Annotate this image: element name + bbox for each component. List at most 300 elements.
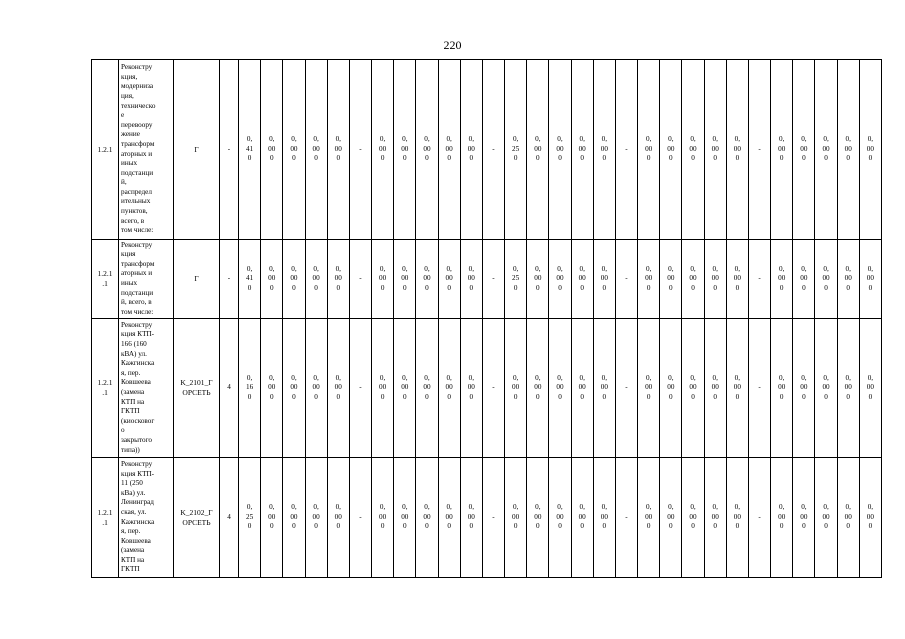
value-cell-line: 00 (379, 383, 387, 392)
value-cell-line: - (625, 274, 628, 283)
value-cell-line: 00 (711, 274, 719, 283)
value-cell (327, 240, 349, 319)
value-cell-line: 00 (423, 512, 431, 521)
value-cell (704, 319, 726, 458)
value-cell (416, 60, 438, 240)
value-cell-line: 0, (535, 373, 541, 382)
value-cell-line: 0 (292, 154, 296, 163)
value-cell-line: 0 (336, 392, 341, 401)
value-cell-line: 0, (579, 135, 585, 144)
value-cell-text (527, 135, 548, 164)
value-cell-line: 0 (336, 283, 341, 292)
value-cell-line: 00 (268, 144, 276, 153)
value-cell-line: 0 (646, 154, 651, 163)
value-cell-line: 0 (602, 522, 607, 531)
value-cell (372, 60, 394, 240)
value-cell-line: 0, (468, 503, 474, 512)
row-code-line: Г (194, 144, 199, 154)
value-cell (239, 60, 261, 240)
value-cell-text (306, 374, 327, 403)
value-cell (372, 319, 394, 458)
value-cell (505, 319, 527, 458)
value-cell (726, 60, 748, 240)
value-cell (748, 240, 770, 319)
value-cell-text (461, 135, 482, 164)
value-cell-line: 00 (778, 144, 786, 153)
value-cell-line: 0, (379, 264, 386, 273)
value-cell (327, 458, 349, 578)
value-cell-line: 0 (646, 522, 651, 531)
value-cell (283, 458, 305, 578)
value-cell-line: 0, (734, 503, 741, 512)
value-cell (638, 458, 660, 578)
value-cell-line: 00 (512, 512, 520, 521)
value-cell (837, 319, 859, 458)
value-cell-text (416, 265, 437, 294)
value-cell-text (793, 135, 814, 164)
value-cell-line: 0 (580, 154, 584, 163)
row-code-line: ОРСЕТЬ (182, 388, 211, 397)
value-cell-line: 0, (379, 135, 386, 144)
value-cell (660, 60, 682, 240)
value-cell-text (838, 503, 859, 532)
value-cell-line: 00 (822, 383, 830, 392)
value-cell (416, 319, 438, 458)
value-cell-line: 0, (845, 373, 851, 382)
value-cell-line: 25 (512, 144, 520, 153)
value-cell-line: 00 (600, 274, 608, 283)
value-cell (460, 240, 482, 319)
value-cell-text (572, 374, 593, 403)
value-cell (482, 240, 504, 319)
value-cell-line: 0 (602, 392, 607, 401)
value-cell-line: 0 (380, 154, 385, 163)
value-cell-line: 00 (645, 512, 653, 521)
value-cell (527, 319, 549, 458)
value-cell (482, 458, 504, 578)
value-cell-line: 0 (247, 283, 252, 292)
value-cell (771, 60, 793, 240)
value-cell-line: 00 (401, 144, 409, 153)
value-cell-text (860, 265, 881, 294)
row-name-line: ительных (121, 197, 151, 206)
value-cell-text (483, 274, 504, 284)
row-name-line: подстанци (121, 168, 154, 177)
value-cell-line: - (359, 274, 362, 283)
value-cell-line: 00 (534, 144, 542, 153)
value-cell-line: - (625, 144, 628, 153)
row-number (92, 240, 119, 319)
value-cell-line: - (492, 144, 495, 153)
value-cell-line: 00 (645, 274, 653, 283)
value-cell-line: 00 (600, 383, 608, 392)
value-cell-text (416, 135, 437, 164)
value-cell-line: 00 (379, 512, 387, 521)
row-name-line: е (121, 111, 125, 120)
value-cell-text (394, 374, 415, 403)
value-cell-line: 41 (245, 274, 254, 283)
page-number: 220 (443, 38, 462, 52)
value-cell (416, 458, 438, 578)
value-cell-line: 00 (866, 144, 874, 153)
value-cell (460, 319, 482, 458)
row-name-text (121, 460, 171, 575)
value-cell-line: 0, (823, 373, 829, 382)
value-cell-line: 0, (779, 503, 785, 512)
value-cell (638, 240, 660, 319)
value-cell-text (328, 374, 349, 403)
row-name-line: том числе: (121, 307, 154, 316)
value-cell-text (350, 145, 371, 155)
value-cell-text (306, 135, 327, 164)
row-code (174, 458, 220, 578)
value-cell (615, 319, 637, 458)
value-cell (505, 60, 527, 240)
value-cell-text (239, 265, 260, 294)
value-cell (505, 458, 527, 578)
value-cell (305, 458, 327, 578)
value-cell-text (660, 135, 681, 164)
value-cell-line: 0 (691, 154, 695, 163)
value-cell (505, 240, 527, 319)
row-name-line: трансформ (121, 139, 155, 148)
row-code-text (174, 145, 219, 155)
value-cell-line: 00 (379, 274, 387, 283)
value-cell-text (749, 383, 770, 393)
value-cell-line: 00 (312, 274, 320, 283)
value-cell-line: 0 (558, 283, 562, 292)
value-cell-line: 0, (313, 264, 319, 273)
value-cell-line: 00 (290, 274, 298, 283)
row-name-line: жение (121, 130, 140, 139)
value-cell-text (439, 265, 460, 294)
value-cell-text (261, 265, 282, 294)
value-cell-line: 0, (645, 373, 652, 382)
value-cell (793, 458, 815, 578)
value-cell-text (416, 503, 437, 532)
value-cell (394, 240, 416, 319)
row-name-line: 166 (160 (121, 340, 147, 349)
value-cell-line: 0, (446, 503, 452, 512)
value-cell (593, 60, 615, 240)
value-cell-text (638, 265, 659, 294)
value-cell-line: 00 (290, 144, 298, 153)
value-cell (372, 458, 394, 578)
value-cell-text (860, 374, 881, 403)
row-name-line: КТП на (121, 555, 145, 564)
value-cell-text (793, 503, 814, 532)
value-cell-line: 0, (512, 503, 519, 512)
value-cell-line: 0 (314, 522, 318, 531)
value-cell-line: 00 (667, 144, 675, 153)
value-cell-line: 0 (580, 392, 584, 401)
value-cell-line: 0, (557, 373, 563, 382)
value-cell-line: 0, (246, 503, 253, 512)
value-cell (394, 319, 416, 458)
value-cell (571, 319, 593, 458)
value-cell-line: 0 (868, 392, 873, 401)
value-cell-line: 0, (313, 373, 319, 382)
value-cell-line: 0, (712, 503, 718, 512)
value-cell-line: 0, (269, 135, 275, 144)
value-cell (372, 240, 394, 319)
value-cell-line: - (359, 144, 362, 153)
value-cell-line: 0, (535, 264, 541, 273)
value-cell-line: 0 (846, 392, 851, 401)
row-name-line: Ковшеева (121, 378, 151, 387)
value-cell-line: 0, (246, 135, 253, 144)
value-cell-line: 25 (512, 274, 520, 283)
row-name-line: Реконстру (121, 63, 153, 72)
row-quantity: - (220, 240, 239, 319)
value-cell-line: 0 (269, 283, 274, 292)
value-cell-text (771, 503, 792, 532)
value-cell (593, 240, 615, 319)
value-cell-line: 0 (558, 392, 562, 401)
value-cell (327, 319, 349, 458)
value-cell-line: 0, (579, 264, 585, 273)
value-cell-line: 00 (401, 274, 409, 283)
value-cell-line: 0, (801, 135, 807, 144)
value-cell-line: 0, (823, 503, 829, 512)
value-cell (793, 240, 815, 319)
value-cell-line: 00 (578, 274, 586, 283)
value-cell-text (461, 265, 482, 294)
value-cell-text (572, 135, 593, 164)
value-cell-line: 0 (646, 392, 651, 401)
value-cell-text (594, 265, 615, 294)
row-number-text (92, 145, 118, 155)
value-cell-text (261, 503, 282, 532)
value-cell-line: 0 (425, 154, 429, 163)
row-number-text (92, 508, 118, 527)
value-cell-line: 0 (713, 283, 717, 292)
value-cell-line: 0 (336, 522, 341, 531)
value-cell-line: - (492, 274, 495, 283)
value-cell-line: 0, (823, 264, 829, 273)
value-cell-text (815, 135, 836, 164)
value-cell-text (660, 265, 681, 294)
row-name (119, 458, 174, 578)
value-cell-line: 00 (445, 512, 453, 521)
value-cell-text (616, 383, 637, 393)
value-cell-line: 0 (447, 522, 451, 531)
value-cell (682, 60, 704, 240)
value-cell-text (815, 265, 836, 294)
value-cell-line: 00 (800, 512, 808, 521)
value-cell-text (860, 135, 881, 164)
row-name-line: Ковшеева (121, 536, 151, 545)
value-cell-line: 00 (600, 512, 608, 521)
value-cell-line: 0, (801, 373, 807, 382)
value-cell-text (705, 374, 726, 403)
value-cell-text (549, 374, 570, 403)
value-cell-line: 0 (469, 522, 474, 531)
value-cell-line: 0, (867, 503, 874, 512)
value-cell-line: 0, (845, 135, 851, 144)
value-cell (726, 458, 748, 578)
value-cell (815, 60, 837, 240)
value-cell (571, 60, 593, 240)
value-cell (261, 319, 283, 458)
row-name-line: КТП на (121, 397, 145, 406)
value-cell-text (660, 374, 681, 403)
row-name-line: кция КТП- (121, 330, 155, 339)
value-cell-line: 0, (579, 373, 585, 382)
value-cell-line: 0, (335, 503, 341, 512)
value-cell-line: 0 (513, 154, 518, 163)
value-cell-line: 0 (802, 392, 806, 401)
value-cell-line: 0, (535, 503, 541, 512)
value-cell-line: 0 (824, 522, 828, 531)
value-cell-line: 0 (536, 283, 540, 292)
value-cell (460, 60, 482, 240)
value-cell-line: 0, (424, 373, 430, 382)
value-cell-text (660, 503, 681, 532)
value-cell-line: 0, (468, 373, 474, 382)
value-cell (527, 458, 549, 578)
value-cell (438, 60, 460, 240)
value-cell-line: 0, (690, 264, 696, 273)
value-cell-line: 00 (778, 383, 786, 392)
value-cell-text (527, 374, 548, 403)
value-cell-line: 00 (290, 512, 298, 521)
value-cell-line: 0 (846, 154, 851, 163)
value-cell-text (594, 503, 615, 532)
value-cell-text (439, 135, 460, 164)
value-cell-line: 0, (379, 503, 386, 512)
value-cell-line: 00 (800, 274, 808, 283)
value-cell (571, 240, 593, 319)
value-cell-line: 0, (402, 135, 408, 144)
row-code-text (174, 508, 219, 527)
value-cell-line: 00 (667, 383, 675, 392)
value-cell-line: 00 (578, 383, 586, 392)
value-cell (593, 458, 615, 578)
value-cell (726, 240, 748, 319)
value-cell-line: 0 (247, 154, 252, 163)
row-name-line: трансформ (121, 259, 155, 268)
value-cell-line: 0, (668, 503, 674, 512)
value-cell-line: 0 (735, 154, 740, 163)
value-cell-text (572, 503, 593, 532)
value-cell-line: 0 (868, 283, 873, 292)
value-cell-text (306, 503, 327, 532)
row-name-line: о (121, 426, 125, 435)
value-cell-line: 0, (402, 373, 408, 382)
value-cell-text (350, 383, 371, 393)
row-number-line: 1.2.1 (97, 378, 113, 388)
value-cell-text (239, 135, 260, 164)
value-cell-line: 0 (425, 283, 429, 292)
value-cell-line: - (625, 383, 628, 392)
value-cell-line: 0, (557, 503, 563, 512)
value-cell-line: 00 (667, 512, 675, 521)
value-cell-line: 0 (425, 392, 429, 401)
value-cell (638, 319, 660, 458)
value-cell-line: 00 (556, 512, 564, 521)
value-cell-line: 00 (778, 512, 786, 521)
value-cell (815, 458, 837, 578)
value-cell-line: 0, (402, 264, 408, 273)
value-cell-line: 00 (334, 383, 342, 392)
value-cell-text (439, 503, 460, 532)
value-cell-line: 0 (779, 154, 784, 163)
value-cell-line: 00 (800, 383, 808, 392)
value-cell-line: 00 (379, 144, 387, 153)
value-cell-line: 0, (468, 264, 474, 273)
value-cell-line: 0 (247, 392, 252, 401)
row-name-line: ская, ул. (121, 507, 147, 516)
value-cell-line: 00 (556, 383, 564, 392)
value-cell-line: 0 (402, 154, 407, 163)
value-cell-text (771, 135, 792, 164)
value-cell-line: 0, (645, 264, 652, 273)
value-cell-line: 00 (733, 383, 741, 392)
value-cell (349, 240, 371, 319)
value-cell-line: 0 (580, 283, 584, 292)
value-cell (239, 240, 261, 319)
value-cell-line: 00 (334, 512, 342, 521)
value-cell-line: 00 (866, 512, 874, 521)
value-cell-text (815, 374, 836, 403)
row-name-line: ГКТП (121, 407, 140, 416)
value-cell-line: 00 (645, 144, 653, 153)
value-cell (593, 319, 615, 458)
value-cell-line: 00 (445, 144, 453, 153)
value-cell-text (283, 374, 304, 403)
value-cell-line: 0, (734, 264, 741, 273)
value-cell-line: 00 (556, 274, 564, 283)
value-cell (682, 458, 704, 578)
row-name-line: всего, в (121, 216, 145, 225)
row-number-line: 1.2.1 (97, 507, 113, 517)
value-cell-line: 00 (844, 274, 852, 283)
value-cell (327, 60, 349, 240)
value-cell-line: 0, (801, 264, 807, 273)
value-cell-line: 00 (534, 512, 542, 521)
value-cell-text (505, 374, 526, 403)
value-cell-line: 0 (513, 283, 518, 292)
row-name-line: иных (121, 279, 138, 287)
value-cell-line: 0 (314, 392, 318, 401)
value-cell (349, 458, 371, 578)
value-cell-line: 00 (578, 144, 586, 153)
value-cell-line: 0, (291, 135, 297, 144)
value-cell-line: 00 (445, 383, 453, 392)
value-cell-line: 25 (245, 512, 254, 521)
value-cell-line: 0, (601, 373, 608, 382)
row-code (174, 319, 220, 458)
value-cell-line: 00 (711, 144, 719, 153)
value-cell-line: 0, (601, 135, 608, 144)
row-name-line: подстанци (121, 288, 154, 297)
value-cell-text (549, 503, 570, 532)
value-cell (261, 60, 283, 240)
row-name-line: ГКТП (121, 565, 140, 574)
value-cell-text (394, 265, 415, 294)
value-cell-line: 0, (845, 503, 851, 512)
value-cell-line: 0 (735, 283, 740, 292)
value-cell-line: 0 (669, 154, 673, 163)
row-code-line: Г (194, 274, 199, 284)
value-cell-text (239, 503, 260, 532)
value-cell-line: 0 (713, 154, 717, 163)
row-number-line: 1.2.1 (97, 144, 113, 154)
value-cell-line: 0, (535, 135, 541, 144)
value-cell-line: 0, (291, 373, 297, 382)
value-cell-line: 00 (334, 144, 342, 153)
